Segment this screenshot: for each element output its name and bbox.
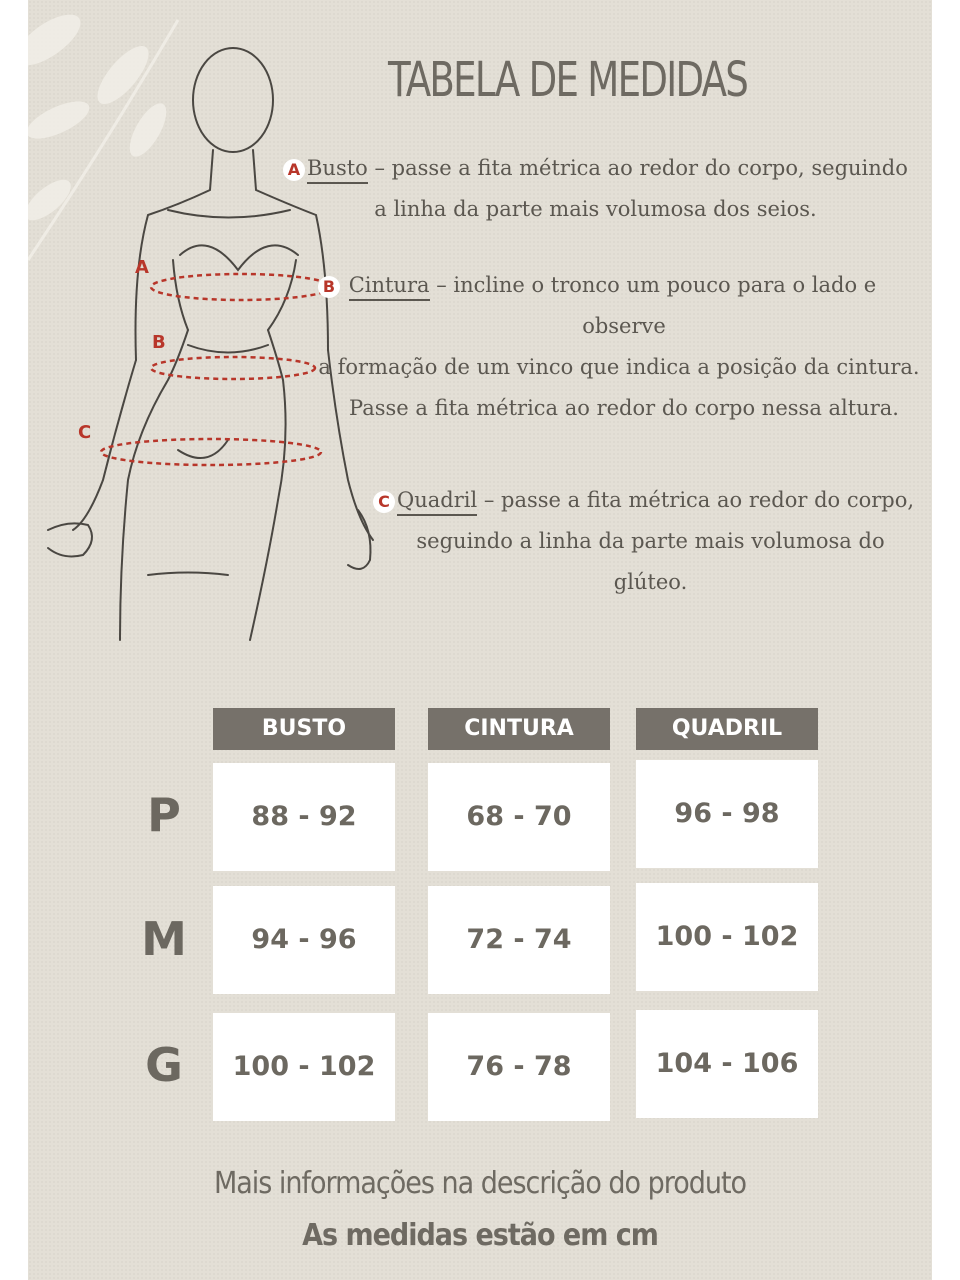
header-quadril: QUADRIL (636, 708, 818, 750)
cell-p-busto: 88 - 92 (213, 763, 395, 871)
cintura-text-3: a formação de um vinco que indica a posição da cintura. (318, 355, 920, 379)
cell-m-cintura: 72 - 74 (428, 886, 610, 994)
instruction-busto (283, 148, 923, 230)
term-busto: Busto (307, 156, 368, 184)
figure-label-a: A (135, 257, 149, 278)
cell-m-busto: 94 - 96 (213, 886, 395, 994)
cell-p-quadril: 96 - 98 (636, 760, 818, 868)
cell-m-quadril: 100 - 102 (636, 883, 818, 991)
figure-label-b: B (152, 332, 166, 353)
size-label-p: P (147, 788, 181, 842)
quadril-text-2: seguindo a linha da parte mais volumosa do (416, 529, 885, 553)
cell-p-cintura: 68 - 70 (428, 763, 610, 871)
cintura-text-1: – incline o tronco um pouco para o lado e (429, 273, 877, 297)
header-cintura: CINTURA (428, 708, 610, 750)
footer-units: As medidas estão em cm (302, 1218, 658, 1253)
figure-label-c: C (78, 422, 92, 443)
cintura-text-2: observe (582, 314, 666, 338)
cell-g-cintura: 76 - 78 (428, 1013, 610, 1121)
term-quadril: Quadril (397, 488, 477, 516)
header-busto: BUSTO (213, 708, 395, 750)
size-label-g: G (145, 1038, 183, 1092)
badge-a: A (283, 159, 305, 181)
badge-b: B (318, 276, 340, 298)
busto-text-2: a linha da parte mais volumosa dos seios. (374, 197, 817, 221)
page-title: TABELA DE MEDIDAS (388, 52, 748, 108)
instruction-quadril (373, 480, 928, 603)
quadril-text-1: – passe a fita métrica ao redor do corpo, (477, 488, 915, 512)
cell-g-quadril: 104 - 106 (636, 1010, 818, 1118)
cintura-text-4: Passe a fita métrica ao redor do corpo nessa altura. (349, 396, 899, 420)
size-label-m: M (141, 912, 187, 966)
footer-info: Mais informações na descrição do produto (213, 1166, 747, 1201)
busto-text-1: – passe a fita métrica ao redor do corpo, seguindo (367, 156, 908, 180)
quadril-text-3: glúteo. (613, 570, 688, 594)
badge-c: C (373, 491, 395, 513)
term-cintura: Cintura (349, 273, 430, 301)
leaf-decoration (28, 5, 178, 260)
size-chart-page (28, 0, 932, 1280)
instruction-cintura (318, 265, 930, 429)
cell-g-busto: 100 - 102 (213, 1013, 395, 1121)
